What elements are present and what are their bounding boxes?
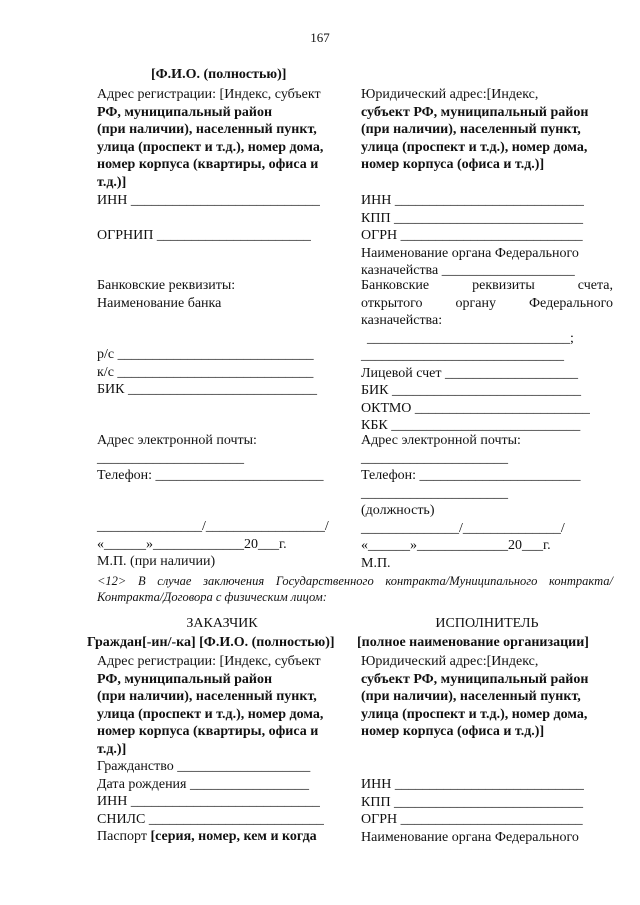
address-line: номер корпуса (офиса и т.д.)] [361, 157, 545, 172]
left-title: [Ф.И.О. (полностью)] [151, 67, 287, 82]
left-inn: ИНН ___________________________ [97, 193, 320, 208]
contractor-inn: ИНН ___________________________ [361, 777, 584, 792]
right-bank-line: казначейства: [361, 313, 443, 328]
right-email-line: _____________________ [361, 450, 508, 466]
right-phone-line: _____________________ [361, 485, 508, 501]
left-title-block [97, 66, 347, 84]
address-line: (при наличии), населенный пункт, [361, 122, 581, 137]
right-rs-line: _____________________________ [361, 348, 564, 363]
right-email-label: Адрес электронной почты: [361, 433, 521, 448]
right-kbk: КБК ___________________________ [361, 418, 581, 433]
right-treasury: Наименование органа Федерального [361, 245, 579, 261]
contractor-ids-block [361, 776, 613, 846]
customer-passport [97, 828, 347, 846]
address-line: (при наличии), населенный пункт, [361, 689, 581, 704]
page-number: 167 [310, 30, 330, 45]
contractor-header: ИСПОЛНИТЕЛЬ [435, 616, 539, 631]
right-bank-line: Банковские реквизиты счета, [361, 278, 613, 293]
customer-header: ЗАКАЗЧИК [186, 616, 258, 631]
address-line: Адрес регистрации: [Индекс, субъект [97, 654, 321, 669]
left-bik: БИК ___________________________ [97, 382, 317, 397]
left-email-line: _____________________ [97, 450, 244, 466]
right-mp: М.П. [361, 555, 391, 571]
contractor-ogrn: ОГРН __________________________ [361, 812, 583, 827]
left-ogrnip: ОГРНИП ______________________ [97, 228, 311, 243]
left-email-block [97, 432, 347, 485]
address-line: Юридический адрес:[Индекс, [361, 87, 539, 102]
right-ids-block [361, 192, 613, 280]
customer-citizen: Граждан[-ин/-ка] [Ф.И.О. (полностью)] [87, 635, 335, 650]
parties-line [87, 634, 613, 652]
address-line: субъект РФ, муниципальный район [361, 671, 589, 687]
address-line: РФ, муниципальный район [97, 104, 273, 120]
left-accounts-block [97, 346, 347, 399]
left-bank-name: Наименование банка [97, 295, 222, 311]
right-phone: Телефон: _______________________ [361, 468, 581, 483]
customer-inn: ИНН ___________________________ [97, 794, 320, 809]
address-line: номер корпуса (квартиры, офиса и [97, 157, 319, 172]
right-address-block [361, 86, 613, 174]
right-date-line: «______»_____________20___г. [361, 538, 551, 553]
right-treasury-line: казначейства ___________________ [361, 263, 575, 278]
left-rs: р/с ____________________________ [97, 347, 314, 362]
address-line: Адрес регистрации: [Индекс, субъект [97, 87, 321, 102]
address-line: Юридический адрес:[Индекс, [361, 654, 539, 669]
address-line: РФ, муниципальный район [97, 671, 273, 687]
customer-snils: СНИЛС _________________________ [97, 811, 324, 827]
customer-birth-date: Дата рождения _________________ [97, 776, 309, 792]
left-ks: к/с ____________________________ [97, 364, 314, 380]
customer-citizenship: Гражданство ___________________ [97, 759, 311, 774]
right-ogrn: ОГРН __________________________ [361, 228, 583, 243]
address-line: улица (проспект и т.д.), номер дома, [97, 706, 324, 722]
left-sign-block [97, 518, 347, 571]
address-line: т.д.)] [97, 174, 127, 190]
contractor-org: [полное наименование организации] [357, 635, 589, 650]
right-ls: Лицевой счет ___________________ [361, 365, 579, 381]
contractor-treasury: Наименование органа Федерального [361, 829, 579, 845]
address-line: (при наличии), населенный пункт, [97, 122, 317, 137]
left-mp: М.П. (при наличии) [97, 554, 216, 569]
right-bank-line: открытого органу Федерального [361, 295, 613, 311]
left-email-label: Адрес электронной почты: [97, 433, 257, 448]
footnote-12: <12> В случае заключения Государственного контракта/Муниципального контракта/ Контракта/Договора с физическим лицом: [97, 574, 613, 604]
right-bik: БИК ___________________________ [361, 383, 581, 398]
address-line: субъект РФ, муниципальный район [361, 104, 589, 120]
customer-address-block [97, 653, 347, 846]
address-line: номер корпуса (квартиры, офиса и [97, 724, 319, 739]
left-date-line: «______»_____________20___г. [97, 536, 287, 552]
left-sign-line: _______________/_________________/ [97, 519, 329, 534]
address-line: т.д.)] [97, 741, 127, 757]
contractor-address-block [361, 653, 613, 741]
address-line: улица (проспект и т.д.), номер дома, [97, 139, 324, 155]
left-address-block [97, 86, 347, 191]
right-email-block [361, 432, 613, 572]
address-line: улица (проспект и т.д.), номер дома, [361, 139, 588, 155]
right-oktmo: ОКТМО _________________________ [361, 400, 590, 416]
left-inn-block [97, 192, 347, 210]
contractor-kpp: КПП ___________________________ [361, 794, 584, 810]
right-bank-account-line: _____________________________; [367, 330, 574, 346]
right-sign-line: ______________/______________/ [361, 520, 565, 536]
left-ogrnip-block [97, 227, 347, 245]
left-phone: Телефон: ________________________ [97, 468, 324, 483]
right-kpp: КПП ___________________________ [361, 210, 584, 226]
right-position: (должность) [361, 503, 435, 518]
address-line: улица (проспект и т.д.), номер дома, [361, 706, 588, 722]
passport-details: [серия, номер, кем и когда [150, 829, 317, 844]
passport-label: Паспорт [97, 829, 151, 844]
address-line: номер корпуса (офиса и т.д.)] [361, 724, 545, 739]
right-bank-block [361, 277, 613, 435]
left-bank-block [97, 277, 347, 312]
left-bank-title: Банковские реквизиты: [97, 278, 236, 293]
address-line: (при наличии), населенный пункт, [97, 689, 317, 704]
right-inn: ИНН ___________________________ [361, 193, 584, 208]
